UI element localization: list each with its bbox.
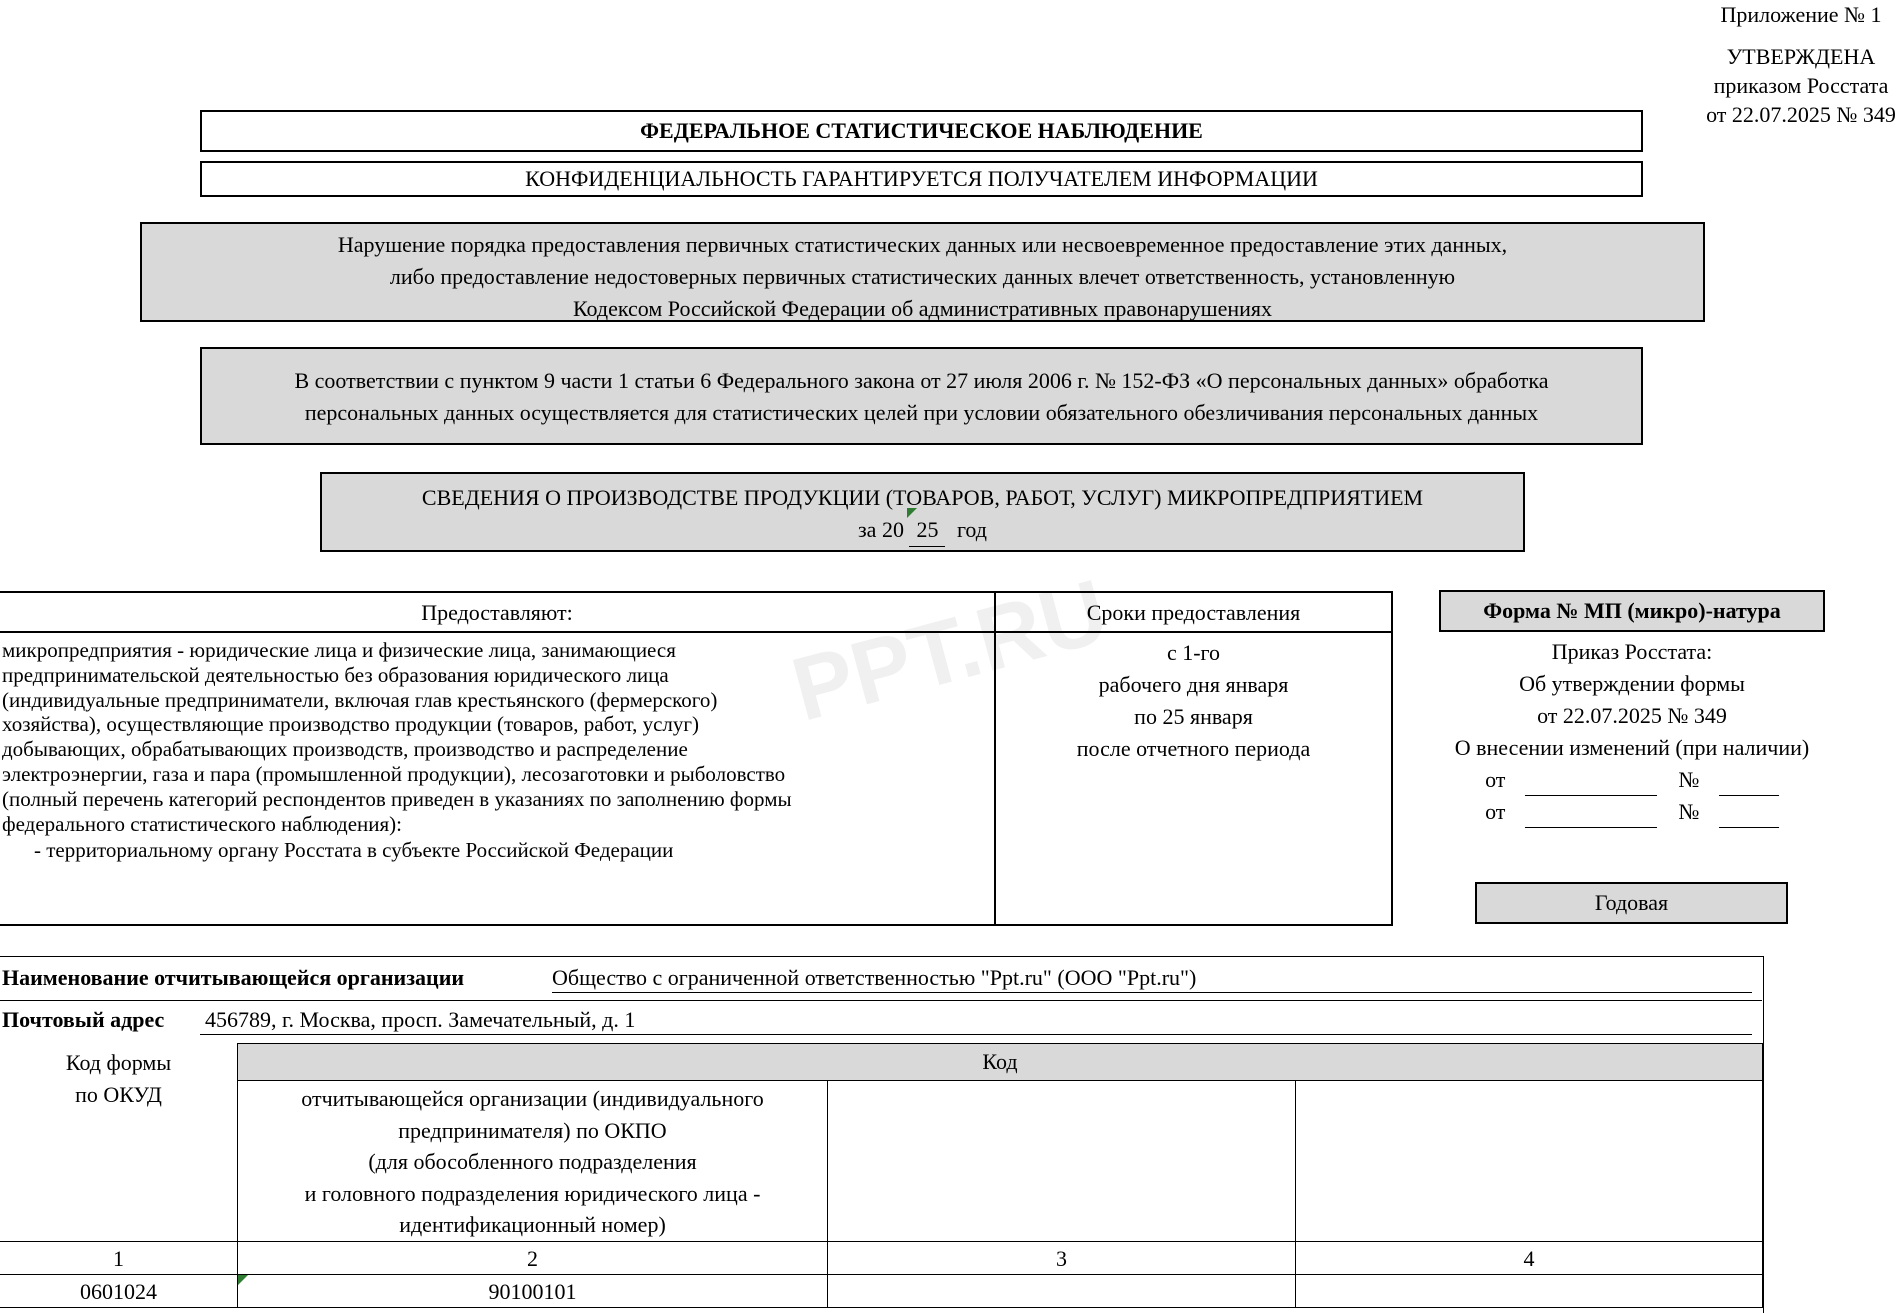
providers-line: электроэнергии, газа и пара (промышленной продукции), лесозаготовки и рыболовство (2, 761, 786, 786)
approved-label: УТВЕРЖДЕНА (1726, 44, 1876, 69)
change-date-field-2[interactable] (1525, 803, 1657, 828)
order-date: от 22.07.2025 № 349 (1537, 703, 1727, 728)
year-suffix: год (956, 517, 987, 542)
periodicity-badge: Годовая (1475, 882, 1788, 924)
federal-title: ФЕДЕРАЛЬНОЕ СТАТИСТИЧЕСКОЕ НАБЛЮДЕНИЕ (200, 110, 1643, 152)
change-number-field-2[interactable] (1719, 803, 1779, 828)
deadlines-header: Сроки предоставления (996, 593, 1391, 633)
org-name-field[interactable]: Общество с ограниченной ответственностью "Ppt.ru" (ООО "Ppt.ru") (552, 963, 1752, 993)
approved-date-label: от 22.07.2025 № 349 (1706, 102, 1896, 127)
report-title-box (320, 472, 1525, 552)
watermark: PPT.RU (782, 561, 1118, 741)
org-name-label: Наименование отчитывающейся организации (2, 965, 465, 990)
okpo-header: отчитывающейся организации (индивидуального предпринимателя) по ОКПО (для обособленного подразделения и головного подразделения юридического лица - идентификационный номер) (238, 1081, 828, 1242)
approval-block (1701, 0, 1901, 129)
personal-data-line-2: персональных данных осуществляется для статистических целей при условии обязательного обезличивания персональных данных (304, 400, 1539, 425)
providers-recipient: - территориальному органу Росстата в субъекте Российской Федерации (34, 838, 674, 863)
providers-line: предпринимательской деятельностью без образования юридического лица (2, 662, 669, 687)
change-row-2: от № (1420, 796, 1844, 828)
address-label: Почтовый адрес (2, 1007, 165, 1032)
deadline-line: с 1-го (1166, 640, 1221, 665)
form-order-block (1420, 636, 1844, 828)
personal-data-box (200, 347, 1643, 445)
approved-by-label: приказом Росстата (1713, 73, 1889, 98)
deadline-line: по 25 января (1134, 704, 1253, 729)
deadline-line: рабочего дня января (1098, 672, 1289, 697)
warning-box (140, 222, 1705, 322)
providers-line: (полный перечень категорий респондентов приведен в указаниях по заполнению формы (2, 786, 792, 811)
year-input[interactable]: 25 (909, 514, 945, 547)
warning-line-2: либо предоставление недостоверных первичных статистических данных влечет ответственность, установленную (389, 264, 1456, 289)
codes-table (0, 1043, 1764, 1313)
providers-line: (индивидуальные предприниматели, включая глав крестьянского (фермерского) (2, 687, 718, 712)
deadlines-text (996, 633, 1391, 926)
providers-header: Предоставляют: (0, 593, 996, 633)
warning-line-3: Кодексом Российской Федерации об административных правонарушениях (572, 296, 1273, 321)
form-name: Форма № МП (микро)-натура (1439, 590, 1825, 632)
okud-header: Код формы по ОКУД (0, 1043, 238, 1242)
okud-code-cell[interactable]: 0601024 (0, 1275, 238, 1308)
order-title: Приказ Росстата: (1551, 639, 1713, 664)
providers-line: федерального статистического наблюдения): (2, 811, 402, 836)
providers-line: хозяйства), осуществляющие производство продукции (товаров, работ, услуг) (2, 712, 699, 737)
providers-line: добывающих, обрабатывающих производств, производство и распределение (2, 737, 688, 762)
col4-header (1296, 1081, 1763, 1242)
warning-line-1: Нарушение порядка предоставления первичных статистических данных или несвоевременное предоставление этих данных, (337, 232, 1508, 257)
report-year-line (322, 514, 1523, 547)
col-number-3: 3 (828, 1242, 1296, 1275)
confidentiality-banner: КОНФИДЕНЦИАЛЬНОСТЬ ГАРАНТИРУЕТСЯ ПОЛУЧАТЕЛЕМ ИНФОРМАЦИИ (200, 161, 1643, 197)
providers-line: микропредприятия - юридические лица и физические лица, занимающиеся (2, 638, 676, 662)
col4-value-cell[interactable] (1296, 1275, 1763, 1308)
change-row-1: от № (1420, 764, 1844, 796)
col-number-2: 2 (238, 1242, 828, 1275)
cell-marker-icon (907, 508, 917, 518)
col-number-4: 4 (1296, 1242, 1763, 1275)
change-date-field-1[interactable] (1525, 771, 1657, 796)
col3-header (828, 1081, 1296, 1242)
personal-data-line-1: В соответствии с пунктом 9 части 1 статьи 6 Федерального закона от 27 июля 2006 г. № 152-ФЗ «О персональных данных» обработка (294, 368, 1549, 393)
providers-table (0, 591, 1393, 926)
col3-value-cell[interactable] (828, 1275, 1296, 1308)
appendix-label: Приложение № 1 (1720, 2, 1882, 27)
deadline-line: после отчетного периода (1076, 736, 1311, 761)
change-number-field-1[interactable] (1719, 771, 1779, 796)
report-title: СВЕДЕНИЯ О ПРОИЗВОДСТВЕ ПРОДУКЦИИ (ТОВАРОВ, РАБОТ, УСЛУГ) МИКРОПРЕДПРИЯТИЕМ (421, 485, 1424, 510)
year-prefix: за 20 (857, 517, 904, 542)
cell-marker-icon (238, 1275, 248, 1285)
order-subject: Об утверждении формы (1519, 671, 1745, 696)
code-header: Код (238, 1043, 1763, 1081)
col-number-1: 1 (0, 1242, 238, 1275)
providers-text (0, 633, 996, 926)
okpo-code-cell[interactable]: 90100101 (238, 1275, 828, 1308)
address-field[interactable]: 456789, г. Москва, просп. Замечательный, д. 1 (200, 1005, 1752, 1035)
changes-label: О внесении изменений (при наличии) (1454, 735, 1810, 760)
